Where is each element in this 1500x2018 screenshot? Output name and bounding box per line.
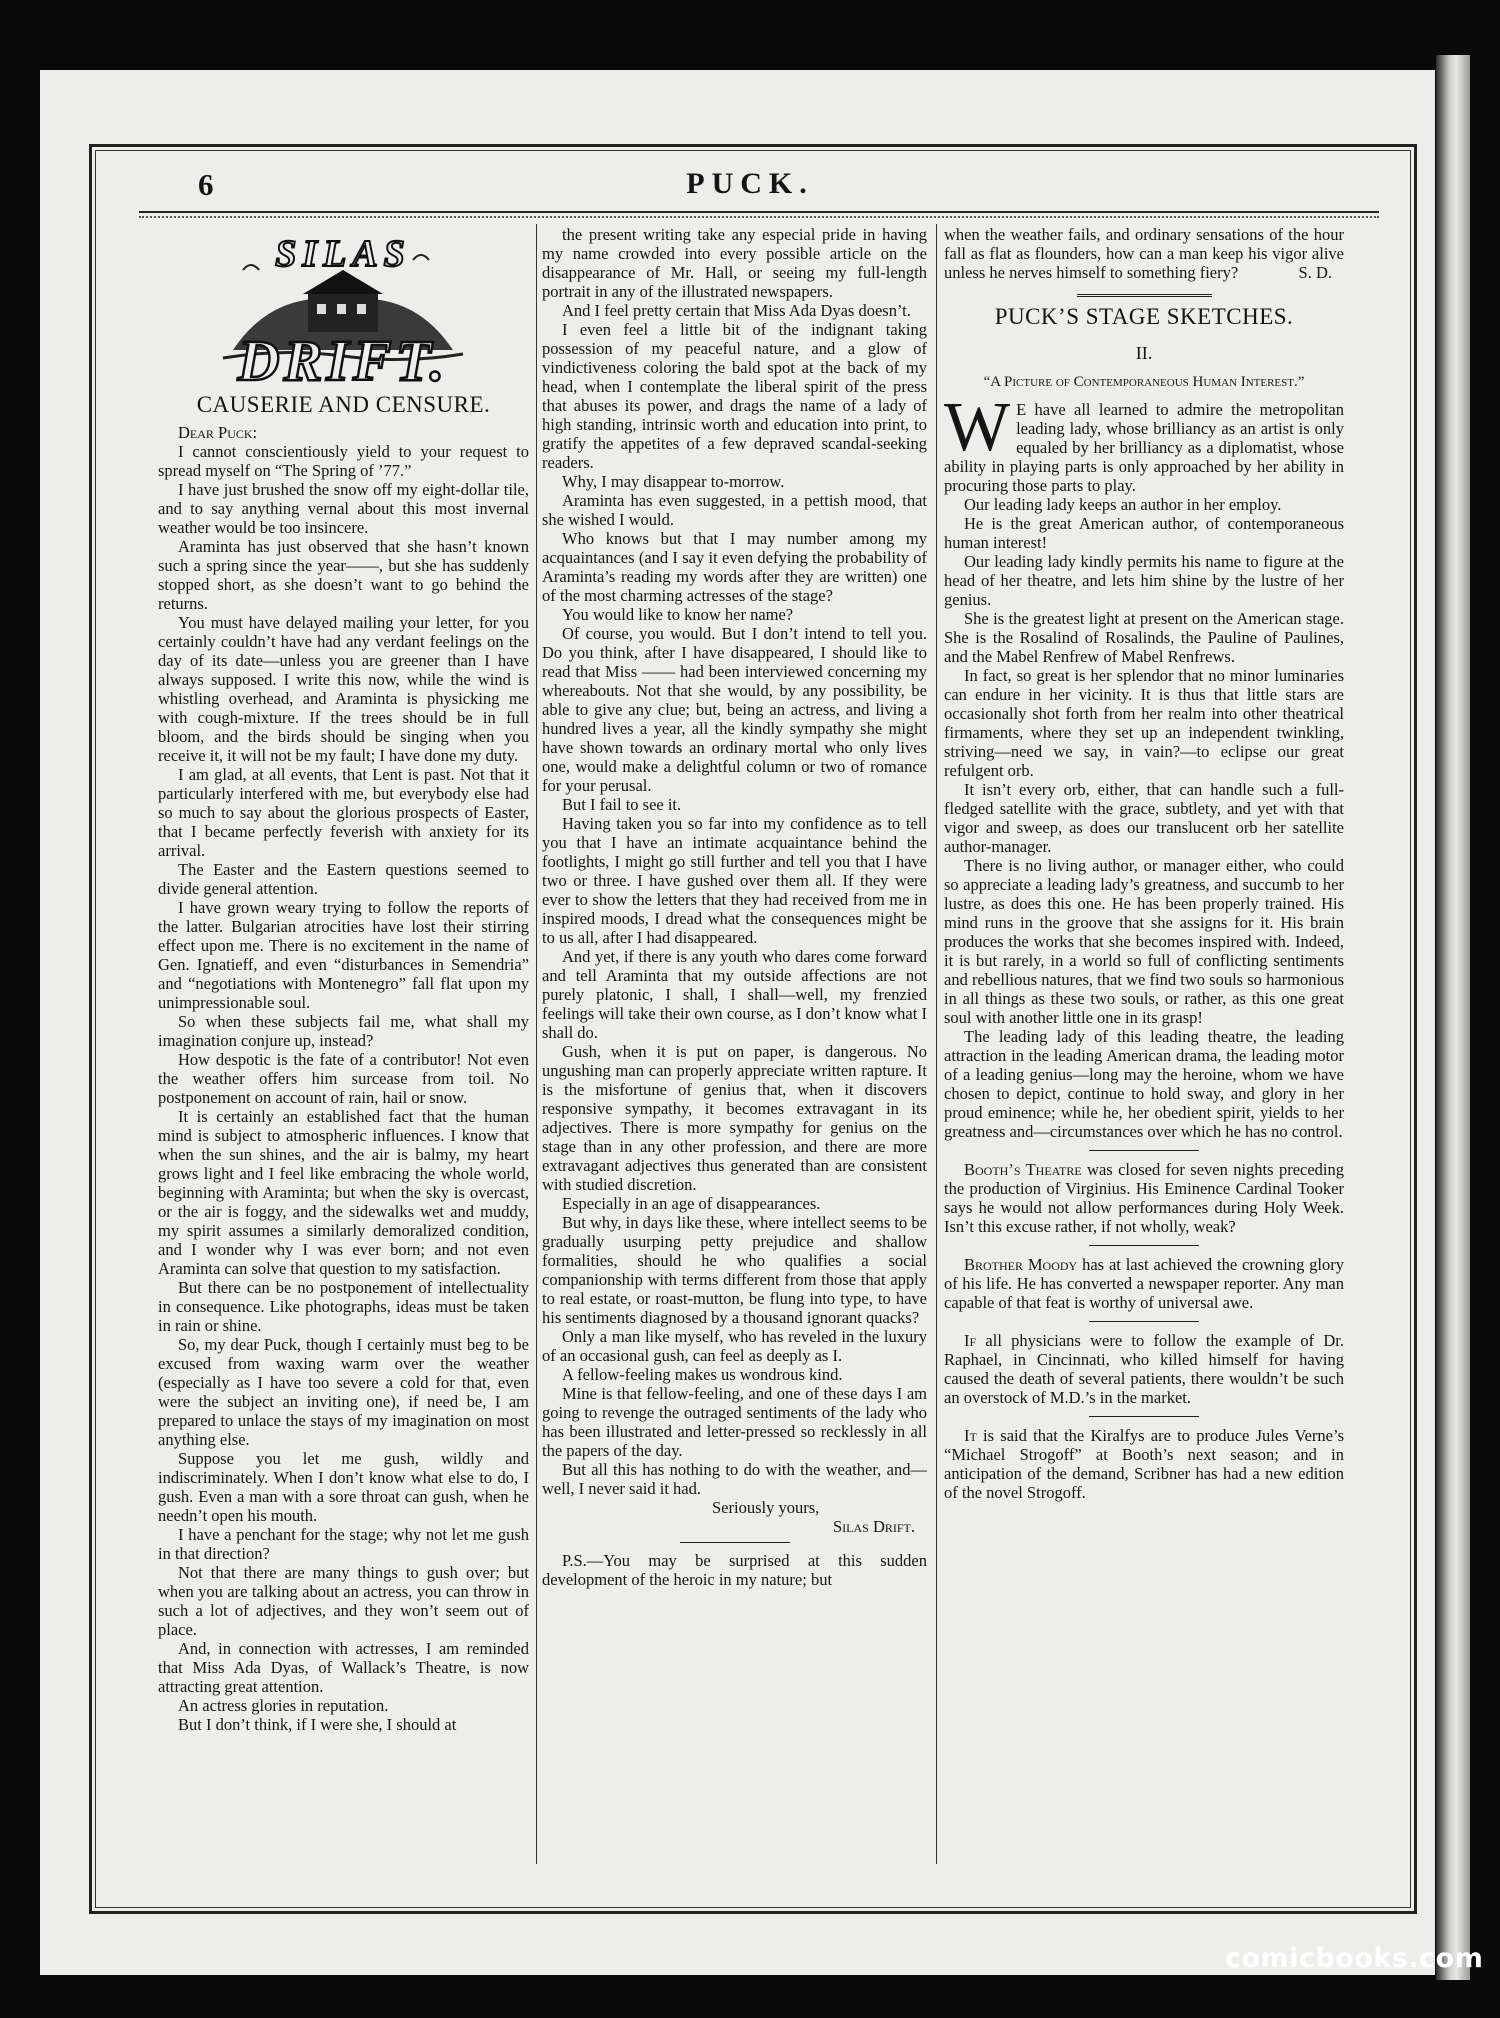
paragraph: An actress glories in reputation. <box>178 1696 389 1715</box>
paragraph: There is no living author, or manager either, who could so appreciate a leading lady’s greatness, and succumb to her lustre, as does this one. He has been properly trained. His mind runs in the groove that she assigns for it. His brain produces the works that she becomes inspired with. Indeed, it is but rarely, in a world so full of conflicting sentiments and rebellious natures, that we find two souls so harmonious in all things as these two souls, or rather, as this one great soul with another little one in its grasp! <box>944 856 1344 1027</box>
section-heading-2: PUCK’S STAGE SKETCHES. <box>994 304 1294 329</box>
paragraph: Of course, you would. But I don’t intend to tell you. Do you think, after I have disappeared, I should like to read that Miss —— had been interviewed concerning my whereabouts. Not that she would, by any possibility, be able to give any clue; but, being an actress, and living a hundred lives a year, all the kindly sympathy she might have shown towards an ordinary mortal who only lives one, would make a delightful column or two of romance for your perusal. <box>542 624 927 795</box>
item-divider <box>1089 1321 1199 1322</box>
watermark: comicbooks.com <box>1225 1943 1484 1974</box>
masthead-title: PUCK. <box>686 167 814 200</box>
paragraph: Only a man like myself, who has reveled in the luxury of an occasional gush, can feel as deeply as I. <box>542 1327 927 1365</box>
salutation: Dear Puck: <box>178 423 258 442</box>
paragraph: You must have delayed mailing your letter, for you certainly couldn’t have had any verdant feelings on the day of its date—unless you are greener than I have always supposed. I write this now, while the wind is whistling overhead, and Araminta is physicking me with cough-mixture. If the trees should be in full bloom, and the birds should be singing when you receive it, it will not be my fault; I have done my duty. <box>158 613 529 765</box>
item-divider <box>1089 1245 1199 1246</box>
paragraph: But I don’t think, if I were she, I should at <box>178 1715 457 1734</box>
paragraph: But there can be no postponement of intellectuality in consequence. Like photographs, ideas must be taken in rain or shine. <box>158 1278 529 1335</box>
sketch-title: “A Picture of Contemporaneous Human Interest.” <box>983 374 1305 390</box>
paragraph: I have grown weary trying to follow the reports of the latter. Bulgarian atrocities have lost their stirring effect upon me. There is no excitement in the name of Gen. Ignatieff, and even “disturbances in Semendria” and “negotiations with Montenegro” fall flat upon my unimpressionable soul. <box>158 898 529 1012</box>
news-item-text: was closed for seven nights preceding the production of Virginius. His Eminence Cardinal Tooker says he would not allow performances during Holy Week. Isn’t this excuse rather, if not wholly, weak? <box>944 1160 1344 1236</box>
paragraph: But why, in days like these, where intellect seems to be gradually usurping petty prejudice and shallow formalities, should he who qualifies a social companionship with terms different from those that apply to real estate, or roast-mutton, be flung into type, to have his sentiments diagnosed by a thousand ignorant quacks? <box>542 1213 927 1327</box>
paragraph: I have a penchant for the stage; why not let me gush in that direction? <box>158 1525 529 1563</box>
page-number: 6 <box>198 167 214 202</box>
news-item-lead: It <box>964 1426 977 1445</box>
paragraph: Why, I may disappear to-morrow. <box>562 472 785 491</box>
divider <box>680 1542 790 1543</box>
paragraph: I have just brushed the snow off my eight-dollar tile, and to say anything vernal about this most invernal weather would be too insincere. <box>158 480 529 537</box>
postscript: P.S.—You may be surprised at this sudden development of the heroic in my nature; but <box>542 1551 927 1589</box>
paragraph: Especially in an age of disappearances. <box>562 1194 821 1213</box>
part-number: II. <box>1135 343 1153 363</box>
news-item <box>944 1426 1344 1502</box>
column-rule-1 <box>536 224 537 1864</box>
article-body-continued <box>542 225 927 1498</box>
paragraph: Suppose you let me gush, wildly and indiscriminately. When I don’t know what else to do, I gush. Even a man with a sore throat can gush, when he needn’t open his mouth. <box>158 1449 529 1525</box>
paragraph: You would like to know her name? <box>562 605 794 624</box>
paragraph: The leading lady of this leading theatre, the leading attraction in the leading American drama, the leading motor of a leading genius—long may the heroine, whom we have chosen to depict, continue to hold sway, and glory in her proud eminence; while he, her obedient spirit, yields to her greatness and—circumstances over which he has no control. <box>944 1027 1344 1141</box>
paragraph: I am glad, at all events, that Lent is past. Not that it particularly interfered with me, but everybody else had so much to say about the glorious prospects of Easter, that I became perfectly feverish with anxiety for its arrival. <box>158 765 529 860</box>
header-rule-dotted <box>139 216 1379 218</box>
paragraph: Having taken you so far into my confidence as to tell you that I have an intimate acquaintance behind the footlights, I might go still further and tell you that I have two or three. I have gushed over them all. If they were ever to show the letters that they had received from me in inspired moods, I dread what the consequences might be to us all, after I had disappeared. <box>542 814 927 947</box>
first-paragraph <box>944 389 1344 495</box>
column-3 <box>944 225 1344 1875</box>
logo-text-top: SILAS <box>275 233 411 275</box>
paragraph: The Easter and the Eastern questions seemed to divide general attention. <box>158 860 529 898</box>
article-body <box>158 442 529 1734</box>
paragraph: He is the great American author, of contemporaneous human interest! <box>944 514 1344 552</box>
news-item-text: has at last achieved the crowning glory of his life. He has converted a newspaper reporter. Any man capable of that feat is worthy of universal awe. <box>944 1255 1344 1312</box>
first-paragraph-text: E have all learned to admire the metropolitan leading lady, whose brilliancy as an artist is only equaled by her brilliancy as a diplomatist, whose ability in playing parts is only approached by her ability in procuring those parts to play. <box>944 400 1344 495</box>
paragraph: How despotic is the fate of a contributor! Not even the weather offers him surcease from toil. No postponement on account of rain, hail or snow. <box>158 1050 529 1107</box>
signature: Silas Drift. <box>832 1517 915 1536</box>
closing-line: Seriously yours, <box>712 1498 820 1517</box>
column-1 <box>158 225 529 1875</box>
paragraph: Mine is that fellow-feeling, and one of these days I am going to revenge the outraged sentiments of the lady who has been illustrated and letter-pressed so recklessly in all the papers of the day. <box>542 1384 927 1460</box>
drop-cap: W <box>944 389 1011 466</box>
sketch-body <box>944 495 1344 1141</box>
news-items <box>944 1150 1344 1502</box>
paragraph: So when these subjects fail me, what shall my imagination conjure up, instead? <box>158 1012 529 1050</box>
header-rule <box>139 211 1379 213</box>
news-item <box>944 1331 1344 1407</box>
paragraph: Araminta has just observed that she hasn’t known such a spring since the year——, but she has suddenly stopped short, as she doesn’t want to go behind the returns. <box>158 537 529 613</box>
initials: S. D. <box>1298 263 1332 282</box>
paragraph: It is certainly an established fact that the human mind is subject to atmospheric influences. I know that when the sun shines, and the air is balmy, my heart grows light and I feel like embracing the whole world, beginning with Araminta; but when the sky is overcast, or the air is foggy, and the sidewalks wet and muddy, my spirit assumes a similarly demoralized condition, and I wonder why I was ever born; and not even Araminta can solve that question to my satisfaction. <box>158 1107 529 1278</box>
paragraph: Gush, when it is put on paper, is dangerous. No ungushing man can properly appreciate written rapture. It is the misfortune of genius that, when it discovers responsive sympathy, it becomes extravagant in its adjectives. There is more sympathy for genius on the stage than in any other profession, and there are more extravagant adjectives thus generated than are consistent with studied discretion. <box>542 1042 927 1194</box>
logo-text-bottom: DRIFT. <box>237 328 449 393</box>
paragraph: She is the greatest light at present on the American stage. She is the Rosalind of Rosalinds, the Pauline of Paulines, and the Mabel Renfrew of Mabel Renfrews. <box>944 609 1344 666</box>
news-item-text: all physicians were to follow the example of Dr. Raphael, in Cincinnati, who killed himself for having caused the death of several patients, there wouldn’t be such an overstock of M.D.’s in the market. <box>944 1331 1344 1407</box>
paragraph: And, in connection with actresses, I am reminded that Miss Ada Dyas, of Wallack’s Theatre, is now attracting great attention. <box>158 1639 529 1696</box>
paragraph: But I fail to see it. <box>562 795 682 814</box>
item-divider <box>1089 1150 1199 1151</box>
paragraph: I cannot conscientiously yield to your request to spread myself on “The Spring of ’77.” <box>158 442 529 480</box>
paragraph: A fellow-feeling makes us wondrous kind. <box>562 1365 843 1384</box>
column-2 <box>542 225 927 1875</box>
article-end-paragraph: when the weather fails, and ordinary sensations of the hour fall as flat as flounders, how can a man keep his vigor alive unless he nerves himself to something fiery? <box>944 225 1344 282</box>
news-item-lead: Booth’s Theatre <box>964 1160 1082 1179</box>
column-rule-2 <box>936 224 937 1864</box>
item-divider <box>1089 1416 1199 1417</box>
paragraph: Araminta has even suggested, in a pettish mood, that she wished I would. <box>542 491 927 529</box>
silas-drift-logo <box>158 225 529 395</box>
logo-illustration <box>213 230 473 395</box>
divider-double <box>1077 294 1212 297</box>
news-item <box>944 1160 1344 1236</box>
paragraph: And I feel pretty certain that Miss Ada Dyas doesn’t. <box>562 301 911 320</box>
paragraph: the present writing take any especial pride in having my name crowded into every possible article on the disappearance of Mr. Hall, or seeing my full-length portrait in any of the illustrated newspapers. <box>542 225 927 301</box>
paragraph: It isn’t every orb, either, that can handle such a full-fledged satellite with the grace, subtlety, and yet with that vigor and sweep, as does our translucent orb her satellite author-manager. <box>944 780 1344 856</box>
paragraph: In fact, so great is her splendor that no minor luminaries can endure in her vicinity. It is thus that little stars are occasionally shot forth from her realm into other theatrical firmaments, where they set up an independent twinkling, striving—need we say, in vain?—to eclipse our great refulgent orb. <box>944 666 1344 780</box>
paragraph: Not that there are many things to gush over; but when you are talking about an actress, you can throw in such a lot of adjectives, and they won’t seem out of place. <box>158 1563 529 1639</box>
section-heading: CAUSERIE AND CENSURE. <box>196 392 491 417</box>
news-item-lead: Brother Moody <box>964 1255 1078 1274</box>
paragraph: So, my dear Puck, though I certainly must beg to be excused from waxing warm over the weather (especially as I have too severe a cold for that, even were the subject an inviting one), if need be, I am prepared to unlace the stays of my imagination on most anything else. <box>158 1335 529 1449</box>
binding-edge <box>1436 55 1470 1980</box>
news-item-lead: If <box>964 1331 977 1350</box>
paragraph: But all this has nothing to do with the weather, and—well, I never said it had. <box>542 1460 927 1498</box>
news-item <box>944 1255 1344 1312</box>
paragraph: I even feel a little bit of the indignant taking possession of my peaceful nature, and a glow of vindictiveness coloring the bald spot at the back of my head, when I contemplate the liberal spirit of the press that abuses its power, and drags the name of a lady of high standing, intrinsic worth and education into print, to gratify the appetites of a few depraved scandal-seeking readers. <box>542 320 927 472</box>
news-item-text: is said that the Kiralfys are to produce Jules Verne’s “Michael Strogoff” at Booth’s next season; and in anticipation of the demand, Scribner has had a new edition of the novel Strogoff. <box>944 1426 1344 1502</box>
paragraph: Our leading lady kindly permits his name to figure at the head of her theatre, and lets him shine by the lustre of her genius. <box>944 552 1344 609</box>
paragraph: And yet, if there is any youth who dares come forward and tell Araminta that my outside affections are not purely platonic, I shall, I shall—well, my frenzied feelings will take their own course, as I don’t know what I shall do. <box>542 947 927 1042</box>
paragraph: Who knows but that I may number among my acquaintances (and I say it even defying the probability of Araminta’s reading my words after they are written) one of the most charming actresses of the stage? <box>542 529 927 605</box>
paragraph: Our leading lady keeps an author in her employ. <box>964 495 1282 514</box>
